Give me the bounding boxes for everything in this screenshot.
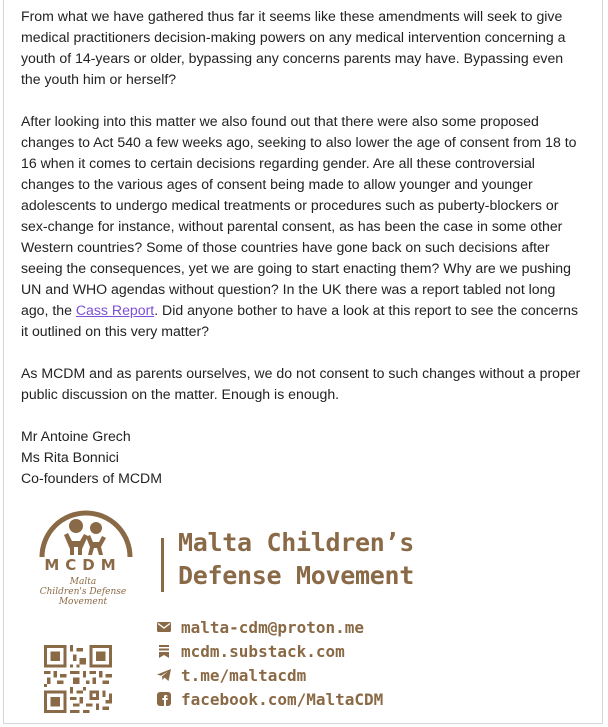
- contact-telegram[interactable]: [156, 664, 306, 688]
- signatory-role: Co-founders of MCDM: [21, 470, 162, 486]
- logo-letters: MCDM: [44, 556, 122, 574]
- logo-script-line-3: Movement: [58, 597, 108, 607]
- org-name-line-2: Defense Movement: [178, 561, 415, 590]
- contact-substack-text: mcdm.substack.com: [181, 642, 345, 661]
- signatory-2: Ms Rita Bonnici: [21, 449, 119, 465]
- logo-script: [30, 577, 136, 607]
- contact-email-text: malta-cdm@proton.me: [181, 618, 365, 637]
- signatory-1: Mr Antoine Grech: [21, 428, 131, 444]
- contact-email[interactable]: [156, 616, 364, 640]
- substack-icon: [156, 643, 172, 659]
- divider-bar: [161, 538, 164, 592]
- contact-facebook[interactable]: [156, 688, 383, 712]
- org-name-line-1: Malta Children’s: [178, 528, 415, 557]
- cass-report-link[interactable]: Cass Report: [75, 302, 155, 318]
- letter-body: [21, 6, 581, 489]
- contact-facebook-text: facebook.com/MaltaCDM: [181, 690, 384, 709]
- paragraph-act-540: [21, 111, 581, 342]
- contact-telegram-text: t.me/maltacdm: [181, 666, 307, 685]
- telegram-icon: [156, 667, 172, 683]
- logo-script-line-2: Children's Defense: [39, 587, 127, 597]
- logo-script-line-1: Malta: [69, 577, 97, 587]
- organization-name: [178, 526, 598, 592]
- paragraph-consent: As MCDM and as parents ourselves, we do not consent to such changes without a proper public discussion on the matter. Enough is enough.: [21, 365, 581, 402]
- email-icon: [156, 619, 172, 635]
- facebook-icon: [156, 691, 172, 707]
- contact-substack[interactable]: [156, 640, 345, 664]
- paragraph-act-540-tail: . Did anyone bother to have a look at this report to see the concerns it outlined on this very matter?: [21, 302, 579, 339]
- paragraph-amendments: From what we have gathered thus far it seems like these amendments will seek to give medical practitioners decision-making powers on any medical intervention concerning a youth of 14-years or older, bypassing any concerns parents may have. Bypassing even the youth him or herself?: [21, 8, 566, 87]
- paragraph-act-540-text: After looking into this matter we also found out that there were also some proposed changes to Act 540 a few weeks ago, seeking to also lower the age of consent from 18 to 16 when it comes to certain decisions regarding gender. Are all these controversial changes to the various ages of consent being made to allow younger and younger adolescents to undergo medical treatments or procedures such as puberty-blockers or sex-change for instance, without parental consent, as has been the case in some other Western countries? Some of those countries have gone back on such decisions after seeing the consequences, yet we are going to start enacting them? Why are we pushing UN and WHO agendas without question? In the UK there was a report tabled not long ago, the: [21, 113, 577, 318]
- qr-code-icon: [44, 645, 112, 713]
